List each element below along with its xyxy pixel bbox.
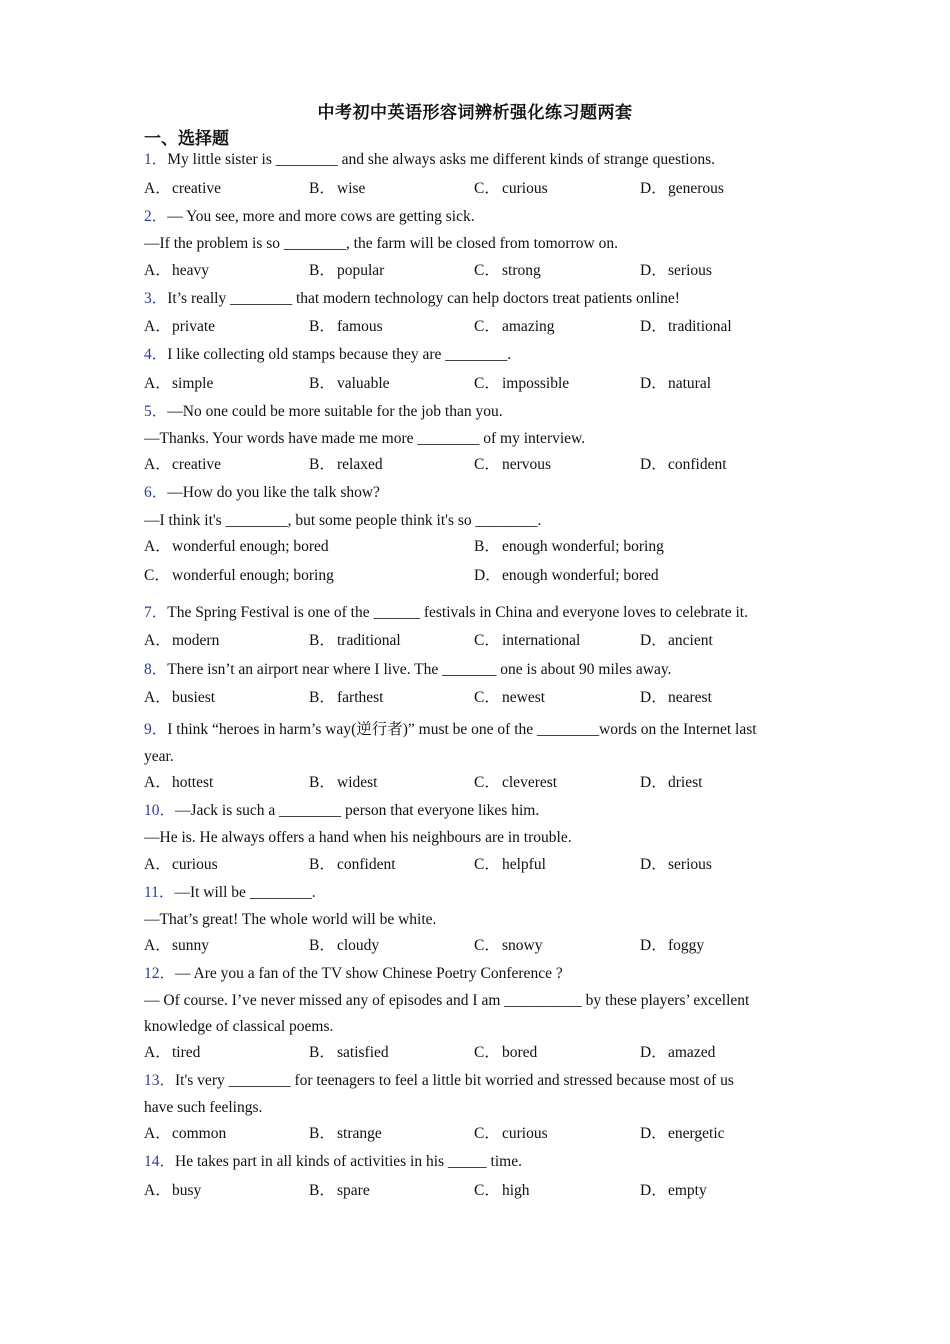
option-letter: C． — [474, 262, 500, 279]
question-10-option-d[interactable] — [640, 855, 712, 875]
option-letter: D． — [640, 262, 667, 279]
option-letter: A． — [144, 456, 171, 473]
question-number: 1． — [144, 151, 168, 168]
question-text: He takes part in all kinds of activities in his _____ time. — [175, 1153, 522, 1170]
option-text: serious — [668, 856, 712, 873]
question-6-option-d[interactable] — [474, 566, 659, 586]
option-letter: D． — [474, 567, 501, 584]
question-number: 4． — [144, 346, 168, 363]
question-5-option-c[interactable] — [474, 455, 551, 475]
question-11-line-1 — [144, 883, 316, 903]
question-13-option-c[interactable] — [474, 1124, 548, 1144]
option-letter: C． — [474, 180, 500, 197]
option-text: newest — [502, 689, 546, 706]
question-9-line-1 — [144, 720, 757, 740]
question-text: —Thanks. Your words have made me more ________ of my interview. — [144, 430, 586, 447]
option-text: common — [172, 1125, 227, 1142]
question-number: 11． — [144, 884, 175, 901]
option-letter: A． — [144, 1125, 171, 1142]
option-letter: D． — [640, 456, 667, 473]
question-number: 14． — [144, 1153, 176, 1170]
option-letter: B． — [309, 774, 335, 791]
question-11-option-d[interactable] — [640, 936, 704, 956]
option-text: natural — [668, 375, 712, 392]
option-text: serious — [668, 262, 712, 279]
question-14-option-a[interactable] — [144, 1181, 201, 1201]
option-text: nearest — [668, 689, 712, 706]
question-5-line-1 — [144, 402, 503, 422]
option-letter: A． — [144, 375, 171, 392]
question-text: The Spring Festival is one of the ______ festivals in China and everyone loves to celebrate it. — [167, 604, 748, 621]
option-letter: D． — [640, 180, 667, 197]
option-text: hottest — [172, 774, 214, 791]
option-letter: B． — [309, 375, 335, 392]
question-14-line-1 — [144, 1152, 522, 1172]
question-6-line-2 — [144, 511, 541, 531]
question-7-option-d[interactable] — [640, 631, 713, 651]
option-letter: A． — [144, 1044, 171, 1061]
option-text: strange — [337, 1125, 382, 1142]
question-14-option-b[interactable] — [309, 1181, 370, 1201]
question-10-option-c[interactable] — [474, 855, 546, 875]
question-text: —How do you like the talk show? — [167, 484, 380, 501]
question-7-option-b[interactable] — [309, 631, 401, 651]
option-letter: D． — [640, 856, 667, 873]
option-letter: D． — [640, 632, 667, 649]
question-12-line-3 — [144, 1017, 333, 1037]
question-text: — You see, more and more cows are getting sick. — [167, 208, 475, 225]
option-text: sunny — [172, 937, 210, 954]
option-letter: B． — [309, 456, 335, 473]
option-letter: A． — [144, 774, 171, 791]
question-7-option-a[interactable] — [144, 631, 219, 651]
question-number: 7． — [144, 604, 168, 621]
option-text: creative — [172, 180, 222, 197]
option-letter: C． — [474, 375, 500, 392]
option-text: creative — [172, 456, 222, 473]
option-text: cleverest — [502, 774, 558, 791]
option-text: traditional — [337, 632, 401, 649]
question-12-option-a[interactable] — [144, 1043, 200, 1063]
question-2-option-d[interactable] — [640, 261, 712, 281]
question-6-option-c[interactable] — [144, 566, 334, 586]
option-letter: D． — [640, 1182, 667, 1199]
option-letter: B． — [309, 318, 335, 335]
option-text: curious — [502, 1125, 548, 1142]
option-letter: B． — [309, 1044, 335, 1061]
option-text: enough wonderful; bored — [502, 567, 659, 584]
option-letter: A． — [144, 937, 171, 954]
option-letter: C． — [474, 774, 500, 791]
question-text: I think “heroes in harm’s way(逆行者)” must be one of the ________words on the Internet last — [167, 721, 757, 738]
option-letter: B． — [309, 937, 335, 954]
option-letter: A． — [144, 538, 171, 555]
option-text: high — [502, 1182, 530, 1199]
question-10-option-b[interactable] — [309, 855, 396, 875]
question-2-line-2 — [144, 234, 618, 254]
question-3-option-c[interactable] — [474, 317, 555, 337]
question-9-line-2 — [144, 747, 174, 767]
question-5-option-b[interactable] — [309, 455, 383, 475]
option-text: confident — [668, 456, 727, 473]
option-text: strong — [502, 262, 541, 279]
option-letter: B． — [474, 538, 500, 555]
option-text: nervous — [502, 456, 552, 473]
option-letter: D． — [640, 318, 667, 335]
question-text: —That’s great! The whole world will be white. — [144, 911, 437, 928]
option-text: amazed — [668, 1044, 716, 1061]
question-12-option-c[interactable] — [474, 1043, 537, 1063]
option-letter: C． — [474, 456, 500, 473]
option-text: satisfied — [337, 1044, 389, 1061]
question-2-option-a[interactable] — [144, 261, 209, 281]
question-number: 9． — [144, 721, 168, 738]
question-number: 2． — [144, 208, 168, 225]
question-5-line-2 — [144, 429, 585, 449]
question-12-option-d[interactable] — [640, 1043, 715, 1063]
question-12-line-1 — [144, 964, 563, 984]
question-9-option-b[interactable] — [309, 773, 377, 793]
option-text: widest — [337, 774, 378, 791]
option-text: impossible — [502, 375, 570, 392]
option-text: relaxed — [337, 456, 383, 473]
option-letter: D． — [640, 774, 667, 791]
question-text: have such feelings. — [144, 1099, 263, 1116]
question-11-option-c[interactable] — [474, 936, 542, 956]
question-11-line-2 — [144, 910, 436, 930]
option-letter: D． — [640, 1125, 667, 1142]
question-3-line-1 — [144, 289, 680, 309]
question-2-line-1 — [144, 207, 475, 227]
option-text: spare — [337, 1182, 370, 1199]
option-letter: A． — [144, 262, 171, 279]
option-text: enough wonderful; boring — [502, 538, 664, 555]
question-14-option-d[interactable] — [640, 1181, 707, 1201]
question-text: —He is. He always offers a hand when his neighbours are in trouble. — [144, 829, 572, 846]
option-text: wonderful enough; bored — [172, 538, 329, 555]
question-8-option-d[interactable] — [640, 688, 712, 708]
option-text: simple — [172, 375, 214, 392]
question-number: 3． — [144, 290, 168, 307]
option-text: international — [502, 632, 581, 649]
option-letter: C． — [474, 937, 500, 954]
question-text: There isn’t an airport near where I live. The _______ one is about 90 miles away. — [167, 661, 672, 678]
question-text: —It will be ________. — [174, 884, 316, 901]
option-text: foggy — [668, 937, 705, 954]
option-letter: A． — [144, 318, 171, 335]
option-letter: B． — [309, 856, 335, 873]
option-letter: C． — [474, 318, 500, 335]
question-number: 8． — [144, 661, 168, 678]
question-text: — Are you a fan of the TV show Chinese Poetry Conference ? — [175, 965, 563, 982]
question-text: It’s really ________ that modern technology can help doctors treat patients online! — [167, 290, 680, 307]
option-letter: C． — [474, 1182, 500, 1199]
question-4-line-1 — [144, 345, 511, 365]
question-10-line-1 — [144, 801, 539, 821]
question-text: —Jack is such a ________ person that everyone likes him. — [175, 802, 540, 819]
option-letter: A． — [144, 632, 171, 649]
option-letter: B． — [309, 1182, 335, 1199]
option-text: curious — [172, 856, 218, 873]
option-letter: A． — [144, 689, 171, 706]
question-number: 5． — [144, 403, 168, 420]
question-7-line-1 — [144, 603, 748, 623]
question-5-option-a[interactable] — [144, 455, 221, 475]
question-12-line-2 — [144, 991, 749, 1011]
option-letter: A． — [144, 180, 171, 197]
option-text: confident — [337, 856, 396, 873]
option-text: modern — [172, 632, 220, 649]
question-13-option-d[interactable] — [640, 1124, 725, 1144]
option-text: wonderful enough; boring — [172, 567, 334, 584]
option-text: busiest — [172, 689, 216, 706]
option-letter: B． — [309, 689, 335, 706]
question-11-option-b[interactable] — [309, 936, 379, 956]
question-3-option-d[interactable] — [640, 317, 732, 337]
option-letter: D． — [640, 689, 667, 706]
question-13-line-2 — [144, 1098, 262, 1118]
page-title: 中考初中英语形容词辨析强化练习题两套 — [317, 103, 633, 123]
question-text: —No one could be more suitable for the job than you. — [167, 403, 503, 420]
question-number: 10． — [144, 802, 176, 819]
question-8-option-b[interactable] — [309, 688, 383, 708]
question-6-line-1 — [144, 483, 380, 503]
option-text: driest — [668, 774, 703, 791]
question-9-option-d[interactable] — [640, 773, 702, 793]
option-text: valuable — [337, 375, 390, 392]
question-text: — Of course. I’ve never missed any of episodes and I am __________ by these players’ excellent — [144, 992, 750, 1009]
question-13-line-1 — [144, 1071, 734, 1091]
option-text: tired — [172, 1044, 201, 1061]
question-9-option-a[interactable] — [144, 773, 213, 793]
option-text: private — [172, 318, 216, 335]
option-text: wise — [337, 180, 366, 197]
question-14-option-c[interactable] — [474, 1181, 530, 1201]
option-text: heavy — [172, 262, 210, 279]
option-text: helpful — [502, 856, 546, 873]
question-text: I like collecting old stamps because they are ________. — [167, 346, 512, 363]
option-letter: D． — [640, 375, 667, 392]
question-8-line-1 — [144, 660, 671, 680]
option-letter: D． — [640, 937, 667, 954]
question-8-option-c[interactable] — [474, 688, 545, 708]
section-heading: 一、选择题 — [144, 129, 229, 149]
question-4-option-b[interactable] — [309, 374, 390, 394]
question-number: 6． — [144, 484, 168, 501]
option-letter: C． — [474, 632, 500, 649]
question-1-option-d[interactable] — [640, 179, 724, 199]
option-letter: A． — [144, 1182, 171, 1199]
question-3-option-a[interactable] — [144, 317, 215, 337]
question-text: My little sister is ________ and she always asks me different kinds of strange questions. — [167, 151, 715, 168]
question-10-option-a[interactable] — [144, 855, 218, 875]
question-text: —If the problem is so ________, the farm will be closed from tomorrow on. — [144, 235, 618, 252]
question-1-line-1 — [144, 150, 715, 170]
question-text: —I think it's ________, but some people think it's so ________. — [144, 512, 542, 529]
option-text: snowy — [502, 937, 543, 954]
question-9-option-c[interactable] — [474, 773, 557, 793]
option-text: ancient — [668, 632, 713, 649]
option-letter: B． — [309, 262, 335, 279]
question-4-option-a[interactable] — [144, 374, 213, 394]
question-4-option-d[interactable] — [640, 374, 711, 394]
question-number: 12． — [144, 965, 176, 982]
option-text: bored — [502, 1044, 538, 1061]
question-7-option-c[interactable] — [474, 631, 580, 651]
question-text: It's very ________ for teenagers to feel a little bit worried and stressed because most of us — [175, 1072, 734, 1089]
option-text: famous — [337, 318, 383, 335]
question-5-option-d[interactable] — [640, 455, 727, 475]
option-letter: B． — [309, 632, 335, 649]
option-text: farthest — [337, 689, 384, 706]
option-text: empty — [668, 1182, 707, 1199]
option-text: busy — [172, 1182, 202, 1199]
question-8-option-a[interactable] — [144, 688, 215, 708]
option-letter: B． — [309, 1125, 335, 1142]
question-2-option-b[interactable] — [309, 261, 384, 281]
option-letter: C． — [474, 1044, 500, 1061]
option-letter: B． — [309, 180, 335, 197]
question-6-option-b[interactable] — [474, 537, 664, 557]
option-text: energetic — [668, 1125, 725, 1142]
question-2-option-c[interactable] — [474, 261, 541, 281]
question-12-option-b[interactable] — [309, 1043, 389, 1063]
option-letter: C． — [144, 567, 170, 584]
question-1-option-a[interactable] — [144, 179, 221, 199]
question-13-option-a[interactable] — [144, 1124, 226, 1144]
question-10-line-2 — [144, 828, 572, 848]
option-letter: D． — [640, 1044, 667, 1061]
option-letter: C． — [474, 856, 500, 873]
question-1-option-c[interactable] — [474, 179, 548, 199]
question-text: knowledge of classical poems. — [144, 1018, 334, 1035]
question-number: 13． — [144, 1072, 176, 1089]
question-11-option-a[interactable] — [144, 936, 209, 956]
option-text: traditional — [668, 318, 732, 335]
option-text: popular — [337, 262, 385, 279]
option-letter: C． — [474, 689, 500, 706]
option-text: curious — [502, 180, 548, 197]
question-6-option-a[interactable] — [144, 537, 329, 557]
question-13-option-b[interactable] — [309, 1124, 382, 1144]
option-letter: A． — [144, 856, 171, 873]
option-text: generous — [668, 180, 724, 197]
option-letter: C． — [474, 1125, 500, 1142]
option-text: amazing — [502, 318, 555, 335]
question-text: year. — [144, 748, 174, 765]
question-3-option-b[interactable] — [309, 317, 383, 337]
question-4-option-c[interactable] — [474, 374, 569, 394]
question-1-option-b[interactable] — [309, 179, 365, 199]
option-text: cloudy — [337, 937, 380, 954]
